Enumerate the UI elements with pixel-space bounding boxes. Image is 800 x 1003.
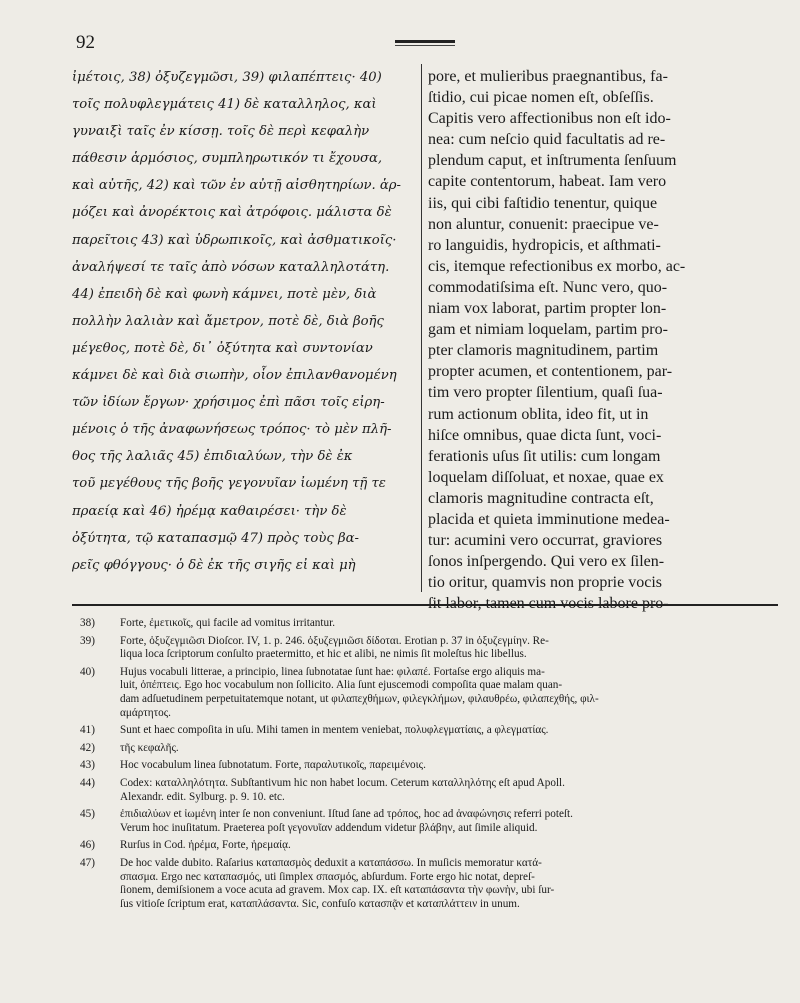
latin-text-line: ro languidis, hydropicis, et aſthmati- <box>428 236 661 254</box>
footnote-line: ſus vitioſe ſcriptum erat, καταπλάσαντα. Sic, confuſo κατασπᾷν et καταπλάττειν in unum. <box>120 897 520 910</box>
footnote-number: 47) <box>80 856 95 869</box>
footnote-line: σπασμα. Ergo nec καταπασμός, uti ſimplex σπασμός, abſurdum. Forte ergo hic notat, depreſ- <box>120 870 535 883</box>
greek-text-line: μέγεθος, ποτὲ δὲ, δι᾽ ὀξύτητα καὶ συντονίαν <box>72 340 373 356</box>
footnote-line: Rurſus in Cod. ἠρέμα, Forte, ἠρεμαίᾳ. <box>120 839 291 852</box>
footnote-body <box>120 724 780 738</box>
footnote <box>80 808 780 835</box>
greek-text-line: τοῖς πολυφλεγμάτεις 41) δὲ καταλληλος, καὶ <box>72 97 377 113</box>
footnote <box>80 857 780 911</box>
footnote <box>80 617 780 631</box>
footnote-number: 45) <box>80 808 95 821</box>
header-ornament <box>395 40 455 43</box>
greek-text-line: πολλὴν λαλιὰν καὶ ἄμετρον, ποτὲ δὲ, διὰ βοῆς <box>72 313 384 329</box>
footnote-body <box>120 777 780 804</box>
latin-text-line: commodatiſsima eſt. Nunc vero, quo- <box>428 278 668 296</box>
footnote-body <box>120 839 780 853</box>
greek-text-line: ἀναλήψεσί τε ταῖς ἀπὸ νόσων καταλληλοτάτη. <box>72 259 390 275</box>
footnote <box>80 635 780 662</box>
greek-text-line: ἰμέτοις, 38) ὀξυζεγμῶσι, 39) φιλαπέπτεις· 40) <box>72 70 382 85</box>
latin-text-line: placida et quieta imminutione medea- <box>428 510 670 528</box>
footnote <box>80 777 780 804</box>
greek-text-line: θος τῆς λαλιᾶς 45) ἐπιδιαλύων, τὴν δὲ ἐκ <box>72 449 353 465</box>
footnote-number: 42) <box>80 741 95 754</box>
latin-text-line: ſtidio, cui picae nomen eſt, obſeſſis. <box>428 89 654 107</box>
latin-text-line: tio oritur, quamvis non proprie vocis <box>428 574 662 592</box>
footnote-body <box>120 742 780 756</box>
footnote-line: ſionem, demiſsionem a voce acuta ad gravem. Mox cap. IX. eſt καταπάσαντα τὴν φωνὴν, ubi ſur- <box>120 884 555 897</box>
latin-text-line: iis, qui cibi faſtidio tenentur, quique <box>428 194 658 212</box>
footnote-line: αμάρτητος. <box>120 706 171 719</box>
latin-text-line: pore, et mulieribus praegnantibus, fa- <box>428 68 668 85</box>
latin-text-line: loquelam diſſoluat, et noxae, quae ex <box>428 468 664 486</box>
footnote <box>80 759 780 773</box>
latin-text-line: non aluntur, conuenit: praecipue ve- <box>428 215 659 233</box>
latin-text-line: hiſce omnibus, quae dicta ſunt, voci- <box>428 426 662 444</box>
footnote <box>80 666 780 720</box>
footnote-number: 44) <box>80 776 95 789</box>
footnote-line: ἐπιδιαλύων et ἰωμένη inter ſe non conveniunt. Iſtud ſane ad τρόπος, hoc ad ἀναφώνησις referri poteſt. <box>120 808 573 821</box>
latin-text-line: plendum caput, et inſtrumenta ſenſuum <box>428 152 677 170</box>
footnote-body <box>120 759 780 773</box>
greek-text-line: 44) ἐπειδὴ δὲ καὶ φωνὴ κάμνει, ποτὲ μὲν, διὰ <box>72 286 377 302</box>
footnote-line: Alexandr. edit. Sylburg. p. 9. 10. etc. <box>120 790 285 803</box>
latin-text-line: ſonos inſpergendo. Qui vero ex ſilen- <box>428 553 665 571</box>
greek-text-line: κάμνει δὲ καὶ διὰ σιωπὴν, οἷον ἐπιλανθανομένη <box>72 368 397 384</box>
latin-text-line: tur: acumini vero occurrat, graviores <box>428 532 663 550</box>
latin-text-line: ferationis uſus ſit utilis: cum longam <box>428 447 661 465</box>
greek-text-line: γυναιξὶ ταῖς ἐν κίσσῃ. τοῖς δὲ περὶ κεφαλὴν <box>72 124 370 140</box>
footnote-number: 46) <box>80 839 95 852</box>
latin-text-line: gam et nimiam loquelam, partim pro- <box>428 321 668 339</box>
greek-text-line: πραείᾳ καὶ 46) ἠρέμᾳ καθαιρέσει· τὴν δὲ <box>72 503 347 519</box>
footnote-line: liqua loca ſcriptorum conſulto praetermitto, et hic et alibi, ne nimis ſit moleſtus hic libellus. <box>120 648 527 661</box>
column-divider <box>421 64 422 592</box>
greek-text-line: τοῦ μεγέθους τῆς βοῆς γεγονυῖαν ἰωμένη τῇ τε <box>72 476 386 492</box>
footnote-number: 43) <box>80 759 95 772</box>
latin-text-line: niam vox laborat, partim propter lon- <box>428 300 667 318</box>
footnote-line: Verum hoc inuſitatum. Praeterea poſt γεγονυῖαν addendum videtur βλάβην, aut ſimile aliquid. <box>120 821 538 834</box>
latin-text-line: rum actionum oblita, ideo fit, ut in <box>428 405 649 423</box>
footnote-body <box>120 808 780 835</box>
footnote-body <box>120 635 780 662</box>
footnote-number: 38) <box>80 617 95 629</box>
footnote-line: De hoc valde dubito. Raſarius καταπασμὸς deduxit a καταπάσσω. In muſicis memoratur κατά- <box>120 856 542 869</box>
greek-text-column <box>72 64 412 579</box>
greek-text-line: καὶ αὐτῆς, 42) καὶ τῶν ἐν αὐτῇ αἰσθητηρίων. ἁρ- <box>72 178 401 194</box>
footnote-number: 41) <box>80 724 95 737</box>
latin-text-line: propter acumen, et contentionem, par- <box>428 363 673 381</box>
greek-text-line: παρεῖτοις 43) καὶ ὑδρωπικοῖς, καὶ ἀσθματικοῖς· <box>72 232 397 248</box>
footnote-body <box>120 617 780 631</box>
latin-text-line: pter clamoris magnitudinem, partim <box>428 342 659 360</box>
footnote-line: Codex: καταλληλότητα. Subſtantivum hic non habet locum. Ceterum καταλληλότης eſt apud Apoll. <box>120 776 565 789</box>
greek-text-line: τῶν ἰδίων ἔργων· χρήσιμος ἐπὶ πᾶσι τοῖς εἰρη- <box>72 395 385 411</box>
footnote <box>80 724 780 738</box>
footnote-number: 40) <box>80 665 95 678</box>
footnote-line: Sunt et haec compoſita in uſu. Mihi tamen in mentem veniebat, πολυφλεγματίαις, a φλεγματίας. <box>120 724 549 737</box>
footnote-line: Forte, ἐμετικοῖς, qui facile ad vomitus irritantur. <box>120 617 336 629</box>
latin-text-line: clamoris magnitudine contracta eſt, <box>428 489 654 507</box>
latin-text-line: capite contentorum, habeat. Iam vero <box>428 173 667 191</box>
latin-text-line: nea: cum neſcio quid facultatis ad re- <box>428 131 666 149</box>
footnote-line: Forte, ὀξυζεγμιῶσι Dioſcor. IV, 1. p. 246. ὀξυζεγμιῶσι δίδοται. Erotian p. 37 in ὀξυζεγμίην. Re- <box>120 634 549 647</box>
latin-translation-column <box>428 66 758 614</box>
greek-text-line: ρεῖς φθόγγους· ὁ δὲ ἐκ τῆς σιγῆς εἰ καὶ μὴ <box>72 557 356 573</box>
footnote-separator <box>72 604 778 606</box>
greek-text-line: πάθεσιν ἁρμόσιος, συμπληρωτικόν τι ἔχουσα, <box>72 151 383 167</box>
latin-text-line: tim vero propter ſilentium, quaſi ſua- <box>428 384 663 402</box>
footnote-number: 39) <box>80 634 95 647</box>
footnote-line: τῆς κεφαλῆς. <box>120 741 179 754</box>
footnote <box>80 742 780 756</box>
latin-text-line: Capitis vero affectionibus non eſt ido- <box>428 110 671 128</box>
footnote-body <box>120 857 780 911</box>
footnote-line: Hoc vocabulum linea ſubnotatum. Forte, παραλυτικοῖς, παρειμένοις. <box>120 759 426 772</box>
greek-text-line: μόζει καὶ ἀνορέκτοις καὶ ἀτρόφοις. μάλιστα δὲ <box>72 205 392 221</box>
footnote-line: luit, ὀπέπτεις. Ego hoc vocabulum non ſollicito. Alia ſunt ejuscemodi compoſita quae malam quan- <box>120 679 563 692</box>
page-number: 92 <box>76 32 95 53</box>
greek-text-line: μένοις ὁ τῆς ἀναφωνήσεως τρόπος· τὸ μὲν πλῆ- <box>72 422 392 438</box>
footnote-line: dam adſuetudinem perpetuitatemque notant, ut φιλαπεχθήμων, φιλεγκλήμων, φιλαυθρέω, φιλαπεχθής, φιλ- <box>120 692 599 705</box>
footnote-body <box>120 666 780 720</box>
footnote-line: Hujus vocabuli litterae, a principio, linea ſubnotatae ſunt hae: φιλαπέ. Fortaſse ergo aliquis ma- <box>120 665 545 678</box>
footnotes <box>80 617 780 915</box>
greek-text-line: ὀξύτητα, τῷ καταπασμῷ 47) πρὸς τοὺς βα- <box>72 530 359 546</box>
footnote <box>80 839 780 853</box>
latin-text-line: cis, itemque refectionibus ex morbo, ac- <box>428 257 686 275</box>
